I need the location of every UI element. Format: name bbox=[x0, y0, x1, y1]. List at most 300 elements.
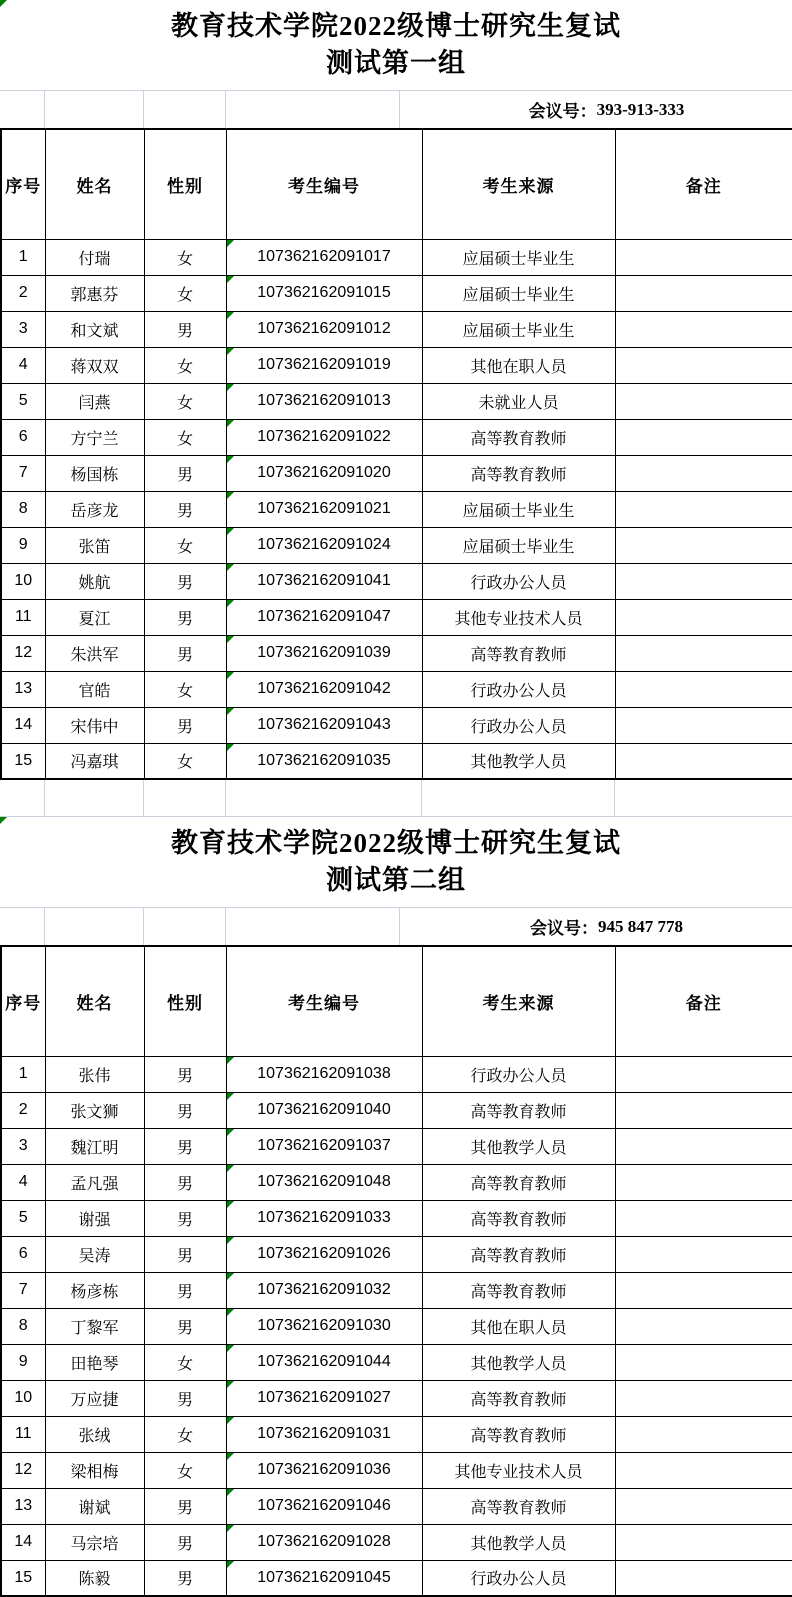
cell-remark[interactable] bbox=[615, 1308, 792, 1344]
cell-name[interactable]: 蒋双双 bbox=[45, 347, 144, 383]
grid-line bbox=[421, 780, 422, 816]
candidate-id-text: 107362162091036 bbox=[257, 1461, 391, 1478]
cell-gender[interactable]: 男 bbox=[144, 1488, 226, 1524]
cell-flag-icon bbox=[227, 1093, 234, 1100]
grid-line bbox=[44, 780, 45, 816]
cell-source[interactable]: 其他教学人员 bbox=[422, 1524, 615, 1560]
cell-no[interactable]: 7 bbox=[1, 1272, 45, 1308]
cell-candidate-id[interactable] bbox=[226, 455, 422, 491]
cell-name[interactable]: 杨国栋 bbox=[45, 455, 144, 491]
candidate-id-text: 107362162091013 bbox=[257, 392, 391, 409]
grid-line bbox=[399, 908, 400, 945]
cell-gender[interactable]: 男 bbox=[144, 1200, 226, 1236]
cell-flag-icon bbox=[227, 1165, 234, 1172]
cell-no[interactable]: 1 bbox=[1, 239, 45, 275]
cell-gender[interactable]: 男 bbox=[144, 1380, 226, 1416]
candidate-id-text: 107362162091020 bbox=[257, 464, 391, 481]
cell-gender[interactable]: 女 bbox=[144, 1344, 226, 1380]
table-row bbox=[1, 1092, 792, 1128]
cell-remark[interactable] bbox=[615, 1272, 792, 1308]
cell-remark[interactable] bbox=[615, 1416, 792, 1452]
cell-no[interactable]: 11 bbox=[1, 599, 45, 635]
cell-source[interactable]: 高等教育教师 bbox=[422, 1416, 615, 1452]
cell-candidate-id[interactable] bbox=[226, 1560, 422, 1596]
cell-source[interactable]: 其他在职人员 bbox=[422, 1308, 615, 1344]
candidate-id-text: 107362162091039 bbox=[257, 644, 391, 661]
candidate-id-text: 107362162091026 bbox=[257, 1245, 391, 1262]
candidate-id-text: 107362162091037 bbox=[257, 1137, 391, 1154]
group-2-meeting-row bbox=[0, 907, 792, 945]
cell-gender[interactable]: 男 bbox=[144, 599, 226, 635]
cell-flag-icon bbox=[227, 708, 234, 715]
cell-name[interactable]: 田艳琴 bbox=[45, 1344, 144, 1380]
candidate-id-text: 107362162091031 bbox=[257, 1425, 391, 1442]
cell-name[interactable]: 杨彦栋 bbox=[45, 1272, 144, 1308]
grid-line bbox=[225, 780, 226, 816]
cell-source[interactable]: 其他教学人员 bbox=[422, 1344, 615, 1380]
cell-remark[interactable] bbox=[615, 707, 792, 743]
cell-candidate-id[interactable] bbox=[226, 1200, 422, 1236]
cell-gender[interactable]: 男 bbox=[144, 635, 226, 671]
cell-remark[interactable] bbox=[615, 275, 792, 311]
cell-remark[interactable] bbox=[615, 743, 792, 779]
cell-name[interactable]: 张笛 bbox=[45, 527, 144, 563]
cell-name[interactable]: 梁相梅 bbox=[45, 1452, 144, 1488]
cell-flag-icon bbox=[227, 276, 234, 283]
cell-remark[interactable] bbox=[615, 1056, 792, 1092]
table-row bbox=[1, 1128, 792, 1164]
cell-name[interactable]: 吴涛 bbox=[45, 1236, 144, 1272]
cell-candidate-id[interactable] bbox=[226, 239, 422, 275]
cell-no[interactable]: 11 bbox=[1, 1416, 45, 1452]
header-name[interactable]: 姓名 bbox=[45, 946, 144, 1056]
group-2-title-line1: 教育技术学院2022级博士研究生复试 bbox=[171, 828, 621, 858]
cell-gender[interactable]: 男 bbox=[144, 311, 226, 347]
cell-remark[interactable] bbox=[615, 671, 792, 707]
cell-gender[interactable]: 男 bbox=[144, 1272, 226, 1308]
cell-flag-icon bbox=[227, 600, 234, 607]
meeting-id: 945 847 778 bbox=[598, 916, 683, 936]
cell-flag-icon bbox=[227, 492, 234, 499]
cell-flag-icon bbox=[227, 636, 234, 643]
cell-no[interactable]: 8 bbox=[1, 1308, 45, 1344]
table-row bbox=[1, 1344, 792, 1380]
cell-name[interactable]: 魏江明 bbox=[45, 1128, 144, 1164]
cell-candidate-id[interactable] bbox=[226, 599, 422, 635]
cell-name[interactable]: 夏江 bbox=[45, 599, 144, 635]
candidate-id-text: 107362162091043 bbox=[257, 716, 391, 733]
cell-remark[interactable] bbox=[615, 347, 792, 383]
cell-no[interactable]: 15 bbox=[1, 1560, 45, 1596]
cell-candidate-id[interactable] bbox=[226, 275, 422, 311]
group-2-title-line2: 测试第二组 bbox=[326, 865, 466, 895]
meeting-id: 393-913-333 bbox=[596, 99, 685, 119]
cell-candidate-id[interactable] bbox=[226, 1452, 422, 1488]
cell-no[interactable]: 5 bbox=[1, 1200, 45, 1236]
candidate-id-text: 107362162091017 bbox=[257, 248, 391, 265]
cell-remark[interactable] bbox=[615, 1236, 792, 1272]
candidate-id-text: 107362162091042 bbox=[257, 680, 391, 697]
cell-source[interactable]: 其他教学人员 bbox=[422, 743, 615, 779]
cell-flag-icon bbox=[227, 528, 234, 535]
cell-source[interactable]: 行政办公人员 bbox=[422, 563, 615, 599]
cell-name[interactable]: 冯嘉琪 bbox=[45, 743, 144, 779]
table-row bbox=[1, 635, 792, 671]
cell-candidate-id[interactable] bbox=[226, 347, 422, 383]
cell-name[interactable]: 张绒 bbox=[45, 1416, 144, 1452]
cell-source[interactable]: 高等教育教师 bbox=[422, 419, 615, 455]
cell-source[interactable]: 高等教育教师 bbox=[422, 1272, 615, 1308]
cell-source[interactable]: 高等教育教师 bbox=[422, 1092, 615, 1128]
cell-source[interactable]: 高等教育教师 bbox=[422, 1380, 615, 1416]
cell-no[interactable]: 4 bbox=[1, 347, 45, 383]
cell-source[interactable]: 行政办公人员 bbox=[422, 1056, 615, 1092]
cell-name[interactable]: 朱洪军 bbox=[45, 635, 144, 671]
table-row bbox=[1, 1164, 792, 1200]
table-row bbox=[1, 707, 792, 743]
cell-gender[interactable]: 女 bbox=[144, 275, 226, 311]
table-row bbox=[1, 671, 792, 707]
meeting-label: 会议号： bbox=[528, 102, 597, 121]
candidate-id-text: 107362162091021 bbox=[257, 500, 391, 517]
candidate-id-text: 107362162091028 bbox=[257, 1533, 391, 1550]
cell-name[interactable]: 方宁兰 bbox=[45, 419, 144, 455]
header-row bbox=[1, 129, 792, 239]
cell-no[interactable]: 9 bbox=[1, 1344, 45, 1380]
cell-gender[interactable]: 男 bbox=[144, 1236, 226, 1272]
cell-remark[interactable] bbox=[615, 1200, 792, 1236]
candidate-id-text: 107362162091012 bbox=[257, 320, 391, 337]
cell-source[interactable]: 应届硕士毕业生 bbox=[422, 275, 615, 311]
group-1-meeting-row bbox=[0, 90, 792, 128]
cell-gender[interactable]: 男 bbox=[144, 563, 226, 599]
table-row bbox=[1, 239, 792, 275]
candidate-id-text: 107362162091015 bbox=[257, 284, 391, 301]
grid-line bbox=[143, 91, 144, 128]
cell-flag-icon bbox=[227, 1309, 234, 1316]
cell-candidate-id[interactable] bbox=[226, 383, 422, 419]
header-gender[interactable]: 性别 bbox=[144, 129, 226, 239]
cell-source[interactable]: 未就业人员 bbox=[422, 383, 615, 419]
table-row bbox=[1, 275, 792, 311]
cell-no[interactable]: 14 bbox=[1, 1524, 45, 1560]
table-row bbox=[1, 1488, 792, 1524]
cell-no[interactable]: 8 bbox=[1, 491, 45, 527]
group-2-roster-table bbox=[0, 945, 792, 1597]
cell-gender[interactable]: 女 bbox=[144, 419, 226, 455]
table-row bbox=[1, 1272, 792, 1308]
candidate-id-text: 107362162091027 bbox=[257, 1389, 391, 1406]
table-row bbox=[1, 527, 792, 563]
candidate-id-text: 107362162091040 bbox=[257, 1101, 391, 1118]
table-row bbox=[1, 1380, 792, 1416]
meeting-label: 会议号： bbox=[530, 919, 598, 938]
cell-candidate-id[interactable] bbox=[226, 707, 422, 743]
cell-name[interactable]: 万应捷 bbox=[45, 1380, 144, 1416]
cell-gender[interactable]: 男 bbox=[144, 455, 226, 491]
cell-candidate-id[interactable] bbox=[226, 743, 422, 779]
cell-candidate-id[interactable] bbox=[226, 1164, 422, 1200]
cell-remark[interactable] bbox=[615, 527, 792, 563]
cell-remark[interactable] bbox=[615, 311, 792, 347]
cell-no[interactable]: 7 bbox=[1, 455, 45, 491]
cell-name[interactable]: 谢斌 bbox=[45, 1488, 144, 1524]
header-source[interactable]: 考生来源 bbox=[422, 946, 615, 1056]
cell-flag-icon bbox=[227, 420, 234, 427]
grid-line bbox=[614, 780, 615, 816]
candidate-id-text: 107362162091019 bbox=[257, 356, 391, 373]
cell-flag-icon bbox=[227, 1453, 234, 1460]
cell-candidate-id[interactable] bbox=[226, 1272, 422, 1308]
header-remark[interactable]: 备注 bbox=[615, 129, 792, 239]
cell-candidate-id[interactable] bbox=[226, 1056, 422, 1092]
cell-gender[interactable]: 女 bbox=[144, 671, 226, 707]
header-row bbox=[1, 946, 792, 1056]
cell-source[interactable]: 高等教育教师 bbox=[422, 455, 615, 491]
header-remark[interactable]: 备注 bbox=[615, 946, 792, 1056]
cell-flag-icon bbox=[227, 240, 234, 247]
cell-remark[interactable] bbox=[615, 383, 792, 419]
cell-candidate-id[interactable] bbox=[226, 1128, 422, 1164]
cell-no[interactable]: 6 bbox=[1, 1236, 45, 1272]
cell-candidate-id[interactable] bbox=[226, 1380, 422, 1416]
cell-remark[interactable] bbox=[615, 635, 792, 671]
grid-line bbox=[225, 908, 226, 945]
cell-candidate-id[interactable] bbox=[226, 1524, 422, 1560]
table-row bbox=[1, 743, 792, 779]
cell-source[interactable]: 其他在职人员 bbox=[422, 347, 615, 383]
cell-no[interactable]: 10 bbox=[1, 1380, 45, 1416]
cell-source[interactable]: 应届硕士毕业生 bbox=[422, 311, 615, 347]
cell-remark[interactable] bbox=[615, 1344, 792, 1380]
cell-no[interactable]: 2 bbox=[1, 1092, 45, 1128]
cell-gender[interactable]: 男 bbox=[144, 1560, 226, 1596]
cell-name[interactable]: 张伟 bbox=[45, 1056, 144, 1092]
header-candidate-id[interactable]: 考生编号 bbox=[226, 946, 422, 1056]
header-gender[interactable]: 性别 bbox=[144, 946, 226, 1056]
cell-no[interactable]: 4 bbox=[1, 1164, 45, 1200]
cell-candidate-id[interactable] bbox=[226, 563, 422, 599]
cell-candidate-id[interactable] bbox=[226, 1488, 422, 1524]
cell-name[interactable]: 孟凡强 bbox=[45, 1164, 144, 1200]
cell-name[interactable]: 谢强 bbox=[45, 1200, 144, 1236]
group-1-roster-table bbox=[0, 128, 792, 780]
cell-source[interactable]: 应届硕士毕业生 bbox=[422, 527, 615, 563]
cell-remark[interactable] bbox=[615, 1128, 792, 1164]
cell-no[interactable]: 2 bbox=[1, 275, 45, 311]
candidate-id-text: 107362162091047 bbox=[257, 608, 391, 625]
cell-source[interactable]: 高等教育教师 bbox=[422, 635, 615, 671]
cell-flag-icon bbox=[227, 1345, 234, 1352]
cell-source[interactable]: 高等教育教师 bbox=[422, 1200, 615, 1236]
cell-gender[interactable]: 男 bbox=[144, 1164, 226, 1200]
candidate-id-text: 107362162091022 bbox=[257, 428, 391, 445]
cell-candidate-id[interactable] bbox=[226, 1092, 422, 1128]
table-row bbox=[1, 455, 792, 491]
grid-line bbox=[143, 908, 144, 945]
table-row bbox=[1, 1056, 792, 1092]
table-row bbox=[1, 1560, 792, 1596]
cell-gender[interactable]: 男 bbox=[144, 1092, 226, 1128]
cell-candidate-id[interactable] bbox=[226, 1236, 422, 1272]
cell-remark[interactable] bbox=[615, 563, 792, 599]
cell-candidate-id[interactable] bbox=[226, 419, 422, 455]
cell-name[interactable]: 丁黎军 bbox=[45, 1308, 144, 1344]
table-row bbox=[1, 1200, 792, 1236]
cell-name[interactable]: 宋伟中 bbox=[45, 707, 144, 743]
cell-gender[interactable]: 女 bbox=[144, 347, 226, 383]
cell-candidate-id[interactable] bbox=[226, 1416, 422, 1452]
grid-line bbox=[399, 91, 400, 128]
group-1-meeting-id-cell[interactable] bbox=[421, 91, 792, 128]
table-row bbox=[1, 383, 792, 419]
candidate-id-text: 107362162091033 bbox=[257, 1209, 391, 1226]
cell-gender[interactable]: 男 bbox=[144, 1056, 226, 1092]
cell-flag-icon bbox=[227, 744, 234, 751]
table-row bbox=[1, 1524, 792, 1560]
cell-candidate-id[interactable] bbox=[226, 311, 422, 347]
cell-remark[interactable] bbox=[615, 239, 792, 275]
cell-no[interactable]: 12 bbox=[1, 1452, 45, 1488]
cell-no[interactable]: 12 bbox=[1, 635, 45, 671]
cell-name[interactable]: 闫燕 bbox=[45, 383, 144, 419]
cell-remark[interactable] bbox=[615, 1380, 792, 1416]
cell-gender[interactable]: 女 bbox=[144, 1416, 226, 1452]
cell-name[interactable]: 和文斌 bbox=[45, 311, 144, 347]
cell-no[interactable]: 6 bbox=[1, 419, 45, 455]
grid-line bbox=[44, 908, 45, 945]
candidate-id-text: 107362162091045 bbox=[257, 1568, 391, 1586]
cell-candidate-id[interactable] bbox=[226, 1308, 422, 1344]
cell-no[interactable]: 1 bbox=[1, 1056, 45, 1092]
group-2-section bbox=[0, 817, 792, 1597]
cell-gender[interactable]: 男 bbox=[144, 491, 226, 527]
cell-gender[interactable]: 女 bbox=[144, 1452, 226, 1488]
cell-remark[interactable] bbox=[615, 599, 792, 635]
cell-gender[interactable]: 男 bbox=[144, 1128, 226, 1164]
cell-name[interactable]: 姚航 bbox=[45, 563, 144, 599]
grid-line bbox=[44, 91, 45, 128]
cell-flag-icon bbox=[227, 1201, 234, 1208]
group-1-section bbox=[0, 0, 792, 780]
cell-flag-icon bbox=[227, 1489, 234, 1496]
cell-no[interactable]: 15 bbox=[1, 743, 45, 779]
grid-line bbox=[143, 780, 144, 816]
cell-flag-icon bbox=[227, 1237, 234, 1244]
cell-no[interactable]: 9 bbox=[1, 527, 45, 563]
cell-no[interactable]: 14 bbox=[1, 707, 45, 743]
cell-name[interactable]: 张文狮 bbox=[45, 1092, 144, 1128]
cell-flag-icon bbox=[227, 1561, 234, 1568]
cell-name[interactable]: 陈毅 bbox=[45, 1560, 144, 1596]
cell-no[interactable]: 3 bbox=[1, 1128, 45, 1164]
cell-remark[interactable] bbox=[615, 1524, 792, 1560]
group-2-meeting-id-cell[interactable] bbox=[421, 908, 792, 945]
cell-candidate-id[interactable] bbox=[226, 1344, 422, 1380]
cell-gender[interactable]: 女 bbox=[144, 527, 226, 563]
cell-no[interactable]: 13 bbox=[1, 1488, 45, 1524]
cell-flag-icon bbox=[227, 1273, 234, 1280]
candidate-id-text: 107362162091046 bbox=[257, 1497, 391, 1514]
cell-candidate-id[interactable] bbox=[226, 635, 422, 671]
cell-source[interactable]: 其他教学人员 bbox=[422, 1128, 615, 1164]
cell-no[interactable]: 5 bbox=[1, 383, 45, 419]
table-row bbox=[1, 1236, 792, 1272]
cell-source[interactable]: 高等教育教师 bbox=[422, 1164, 615, 1200]
cell-source[interactable]: 其他专业技术人员 bbox=[422, 599, 615, 635]
table-row bbox=[1, 1452, 792, 1488]
cell-remark[interactable] bbox=[615, 419, 792, 455]
cell-name[interactable]: 马宗培 bbox=[45, 1524, 144, 1560]
cell-source[interactable]: 应届硕士毕业生 bbox=[422, 491, 615, 527]
cell-source[interactable]: 行政办公人员 bbox=[422, 1560, 615, 1596]
candidate-id-text: 107362162091035 bbox=[257, 751, 391, 769]
cell-flag-icon bbox=[227, 564, 234, 571]
cell-gender[interactable]: 男 bbox=[144, 1308, 226, 1344]
cell-gender[interactable]: 男 bbox=[144, 707, 226, 743]
cell-candidate-id[interactable] bbox=[226, 527, 422, 563]
cell-source[interactable]: 行政办公人员 bbox=[422, 707, 615, 743]
cell-source[interactable]: 应届硕士毕业生 bbox=[422, 239, 615, 275]
cell-source[interactable]: 行政办公人员 bbox=[422, 671, 615, 707]
cell-gender[interactable]: 女 bbox=[144, 743, 226, 779]
header-no[interactable]: 序号 bbox=[1, 129, 45, 239]
cell-name[interactable]: 官皓 bbox=[45, 671, 144, 707]
cell-gender[interactable]: 女 bbox=[144, 239, 226, 275]
header-no[interactable]: 序号 bbox=[1, 946, 45, 1056]
header-candidate-id[interactable]: 考生编号 bbox=[226, 129, 422, 239]
cell-flag-icon bbox=[227, 1057, 234, 1064]
candidate-id-text: 107362162091032 bbox=[257, 1281, 391, 1298]
group-2-title-block bbox=[0, 817, 792, 907]
cell-flag-icon bbox=[227, 1525, 234, 1532]
cell-remark[interactable] bbox=[615, 1452, 792, 1488]
cell-gender[interactable]: 女 bbox=[144, 383, 226, 419]
cell-flag-icon bbox=[0, 817, 7, 824]
header-name[interactable]: 姓名 bbox=[45, 129, 144, 239]
candidate-id-text: 107362162091024 bbox=[257, 536, 391, 553]
cell-name[interactable]: 郭惠芬 bbox=[45, 275, 144, 311]
cell-source[interactable]: 高等教育教师 bbox=[422, 1488, 615, 1524]
cell-remark[interactable] bbox=[615, 1488, 792, 1524]
cell-no[interactable]: 10 bbox=[1, 563, 45, 599]
cell-flag-icon bbox=[227, 348, 234, 355]
cell-remark[interactable] bbox=[615, 1560, 792, 1596]
cell-remark[interactable] bbox=[615, 491, 792, 527]
group-1-title-block bbox=[0, 0, 792, 90]
cell-remark[interactable] bbox=[615, 1092, 792, 1128]
table-row bbox=[1, 599, 792, 635]
cell-source[interactable]: 高等教育教师 bbox=[422, 1236, 615, 1272]
table-row bbox=[1, 1308, 792, 1344]
cell-source[interactable]: 其他专业技术人员 bbox=[422, 1452, 615, 1488]
empty-grid-row bbox=[0, 780, 792, 817]
cell-flag-icon bbox=[227, 672, 234, 679]
cell-no[interactable]: 13 bbox=[1, 671, 45, 707]
cell-remark[interactable] bbox=[615, 1164, 792, 1200]
header-source[interactable]: 考生来源 bbox=[422, 129, 615, 239]
cell-name[interactable]: 付瑞 bbox=[45, 239, 144, 275]
cell-name[interactable]: 岳彦龙 bbox=[45, 491, 144, 527]
cell-no[interactable]: 3 bbox=[1, 311, 45, 347]
cell-flag-icon bbox=[0, 0, 7, 7]
cell-candidate-id[interactable] bbox=[226, 671, 422, 707]
cell-flag-icon bbox=[227, 1129, 234, 1136]
cell-candidate-id[interactable] bbox=[226, 491, 422, 527]
candidate-id-text: 107362162091038 bbox=[257, 1065, 391, 1082]
cell-gender[interactable]: 男 bbox=[144, 1524, 226, 1560]
cell-remark[interactable] bbox=[615, 455, 792, 491]
